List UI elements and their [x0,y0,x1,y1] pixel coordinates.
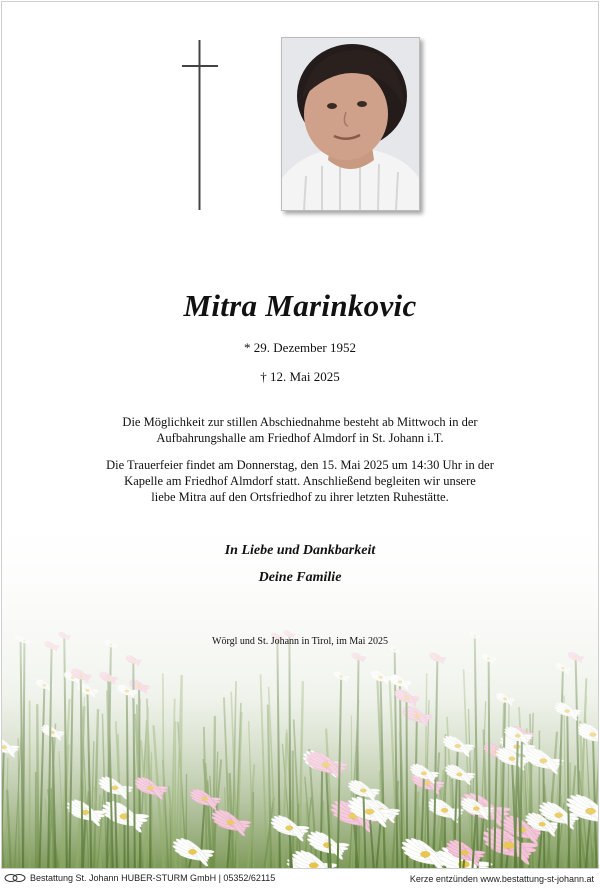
place-and-date: Wörgl und St. Johann in Tirol, im Mai 2025 [212,636,388,647]
viewing-line: Aufbahrungshalle am Friedhof Almdorf in St. Johann i.T. [156,431,444,445]
ceremony-line: Kapelle am Friedhof Almdorf statt. Anschließend begleiten wir unsere [124,474,476,488]
candle-link[interactable]: Kerze entzünden www.bestattung-st-johann.at [409,874,594,884]
funeral-home-logo-icon [4,873,26,883]
birth-date: * 29. Dezember 1952 [244,340,356,355]
cross-icon [182,40,218,210]
ceremony-line: liebe Mitra auf den Ortsfriedhof zu ihrer letzten Ruhestätte. [151,490,449,504]
funeral-home-info [4,873,275,883]
viewing-line: Die Möglichkeit zur stillen Abschiednahme besteht ab Mittwoch in der [122,415,478,429]
deceased-name: Mitra Marinkovic [183,288,417,323]
ceremony-paragraph [2,457,598,505]
death-date: † 12. Mai 2025 [260,369,340,384]
ceremony-line: Die Trauerfeier findet am Donnerstag, den 15. Mai 2025 um 14:30 Uhr in der [106,458,494,472]
family-signature: Deine Familie [258,570,342,585]
portrait-photo [281,37,420,211]
funeral-home-text: Bestattung St. Johann HUBER-STURM GmbH | 05352/62115 [30,873,276,883]
viewing-paragraph [2,414,598,446]
closing-line: In Liebe und Dankbarkeit [224,543,376,558]
footer [0,870,600,890]
obituary-card [1,1,599,869]
